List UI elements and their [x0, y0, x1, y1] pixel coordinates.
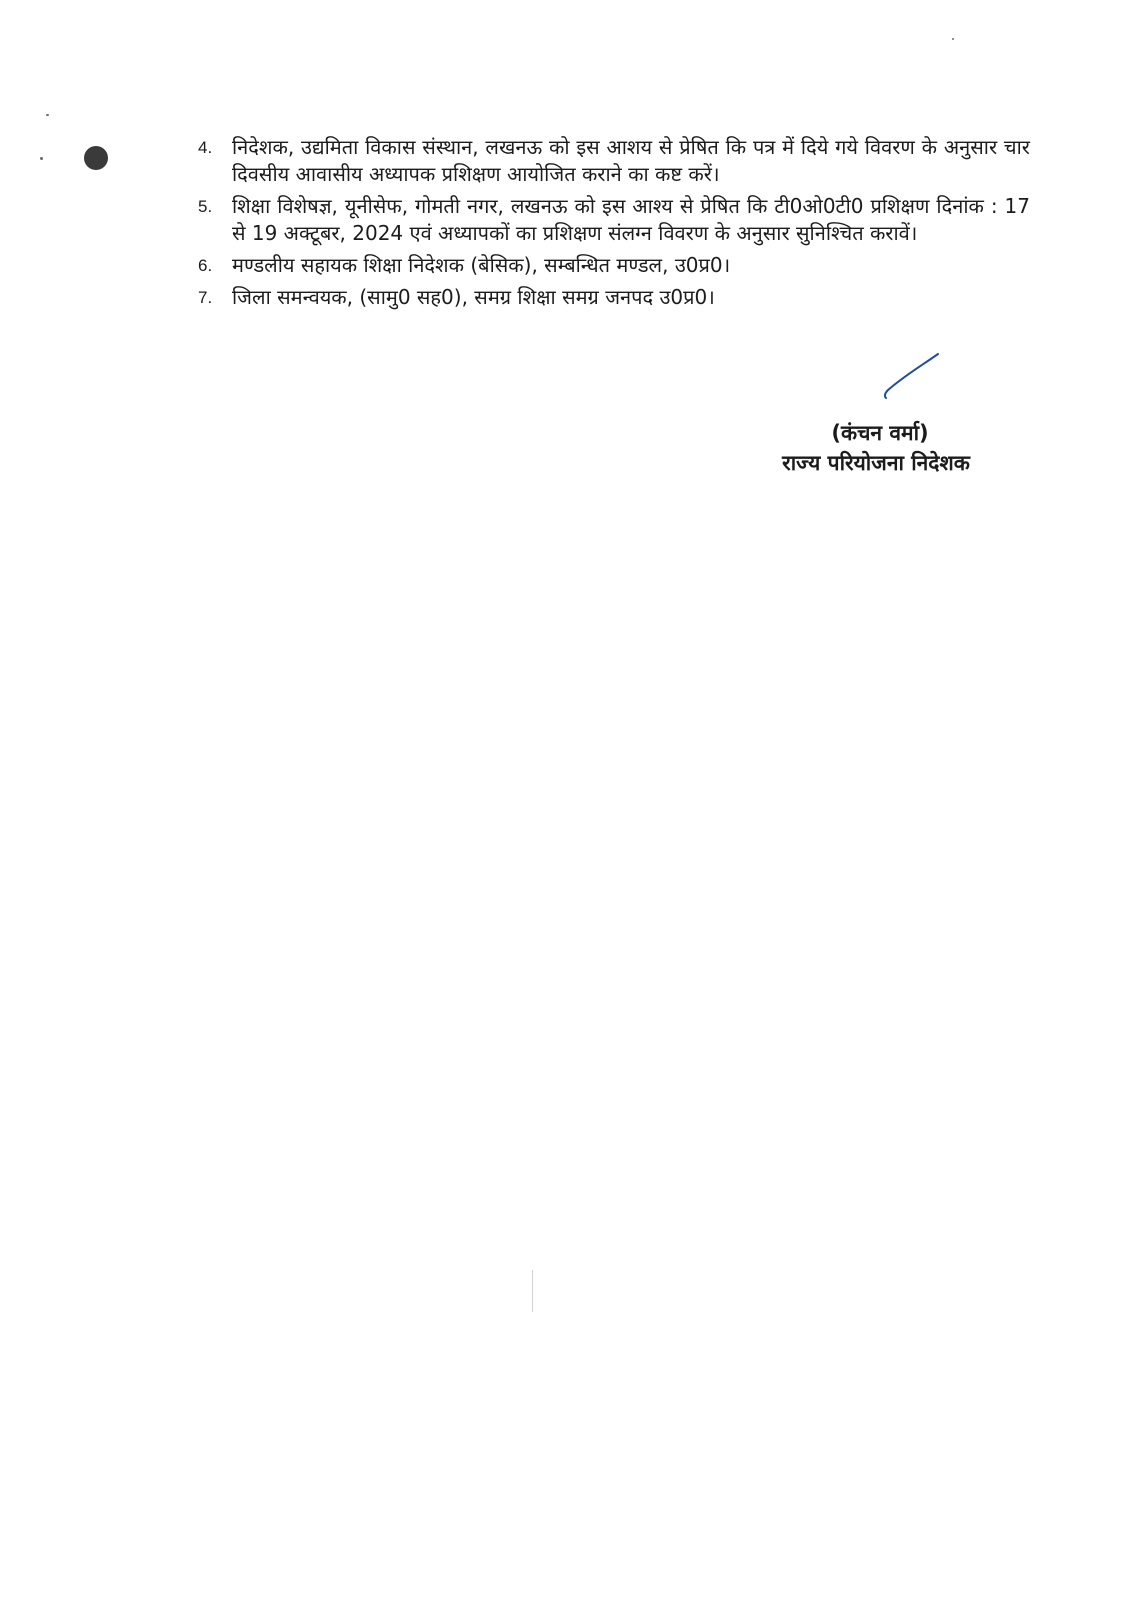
list-item-number: 6.: [198, 256, 213, 275]
list-item: [198, 284, 1030, 311]
signatory-designation: राज्य परियोजना निदेशक: [782, 451, 970, 475]
list-item-text: मण्डलीय सहायक शिक्षा निदेशक (बेसिक), सम्बन्धित मण्डल, उ0प्र0।: [232, 253, 731, 277]
list-item-number: 4.: [198, 138, 213, 157]
distribution-list: [198, 134, 1030, 316]
list-item-number: 5.: [198, 197, 213, 216]
list-item: [198, 193, 1030, 247]
signature-block: [760, 418, 1000, 478]
list-item-number: 7.: [198, 288, 213, 307]
signatory-name: (कंचन वर्मा): [831, 421, 929, 445]
list-item-text: जिला समन्वयक, (सामु0 सह0), समग्र शिक्षा समग्र जनपद उ0प्र0।: [232, 285, 715, 309]
handwritten-signature: [880, 352, 950, 402]
list-item: [198, 134, 1030, 188]
fold-mark: [532, 1270, 533, 1312]
list-item-text: शिक्षा विशेषज्ञ, यूनीसेफ, गोमती नगर, लखनऊ को इस आश्य से प्रेषित कि टी0ओ0टी0 प्रशिक्षण दिनांक : 17 से 19 अक्टूबर, 2024 एवं अध्यापकों का प्रशिक्षण संलग्न विवरण के अनुसार सुनिश्चित करावें।: [232, 194, 1030, 245]
scan-speck: [40, 157, 43, 160]
punch-hole: [84, 146, 108, 170]
scan-speck: [46, 114, 49, 116]
list-item-text: निदेशक, उद्यमिता विकास संस्थान, लखनऊ को इस आशय से प्रेषित कि पत्र में दिये गये विवरण के अनुसार चार दिवसीय आवासीय अध्यापक प्रशिक्षण आयोजित कराने का कष्ट करें।: [232, 135, 1030, 186]
list-item: [198, 252, 1030, 279]
scan-speck: [952, 38, 954, 40]
